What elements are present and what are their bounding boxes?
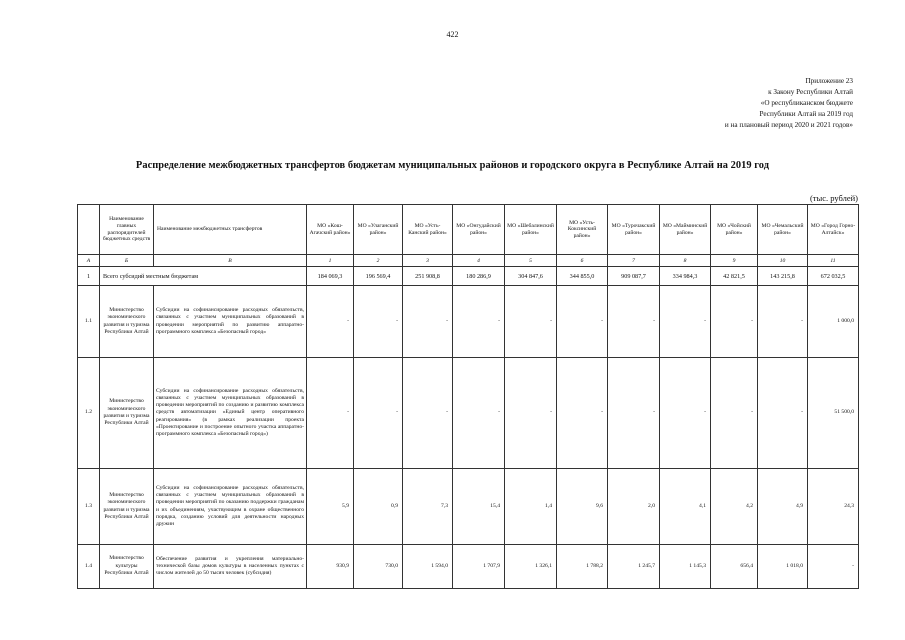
transfer-description: Обеспечение развития и укрепления материально-технической базы домов культуры в населенных пунктах с числом жителей до 50 тысяч человек (субсидия) <box>154 545 307 589</box>
total-value: 143 215,8 <box>758 267 808 286</box>
total-value: 304 847,6 <box>505 267 557 286</box>
total-value: 42 821,5 <box>711 267 758 286</box>
value-cell: 1 018,0 <box>758 545 808 589</box>
header-cell-municipality: МО «Улаганский район» <box>354 205 403 255</box>
units-label: (тыс. рублей) <box>809 193 858 203</box>
column-index: 11 <box>808 255 859 267</box>
row-number: 1.1 <box>78 286 100 358</box>
column-index: В <box>154 255 307 267</box>
value-cell: 1 326,1 <box>505 545 557 589</box>
value-cell: 0,9 <box>354 469 403 545</box>
column-index: 3 <box>403 255 453 267</box>
value-cell: 1 788,2 <box>557 545 608 589</box>
column-index: 6 <box>557 255 608 267</box>
value-cell: 4,1 <box>660 469 711 545</box>
appendix-line: и на плановый период 2020 и 2021 годов» <box>724 121 853 129</box>
value-cell: - <box>660 358 711 469</box>
ministry-cell: Министерство экономического развития и туризма Республики Алтай <box>100 469 154 545</box>
value-cell: - <box>608 358 660 469</box>
value-cell: - <box>711 286 758 358</box>
total-label: Всего субсидий местным бюджетам <box>100 267 307 286</box>
header-cell-admin: Наименование главных распорядителей бюджетных средств <box>100 205 154 255</box>
value-cell: - <box>505 358 557 469</box>
header-cell-municipality: МО «Город Горно-Алтайск» <box>808 205 859 255</box>
ministry-cell: Министерство экономического развития и туризма Республики Алтай <box>100 358 154 469</box>
appendix-line: к Закону Республики Алтай <box>768 88 853 96</box>
total-value: 334 984,3 <box>660 267 711 286</box>
value-cell: - <box>557 286 608 358</box>
appendix-line: Республики Алтай на 2019 год <box>759 110 853 118</box>
value-cell: - <box>307 358 354 469</box>
value-cell: 656,4 <box>711 545 758 589</box>
transfer-description: Субсидии на софинансирование расходных обязательств, связанных с участием муниципальных образований в проведении мероприятий по созданию и развитию комплекса средств автоматизации «Единый центр оперативного реагирования» (в рамках реализации проекта «Проектирование и построение опытного участка аппаратно-программного комплекса «Безопасный город») <box>154 358 307 469</box>
total-value: 180 286,9 <box>453 267 505 286</box>
column-index-row <box>78 255 859 267</box>
value-cell: 1 145,3 <box>660 545 711 589</box>
value-cell: 1 707,9 <box>453 545 505 589</box>
row-number: 1.4 <box>78 545 100 589</box>
ministry-cell: Министерство культуры Республики Алтай <box>100 545 154 589</box>
ministry-cell: Министерство экономического развития и туризма Республики Алтай <box>100 286 154 358</box>
value-cell: - <box>608 286 660 358</box>
value-cell: 1 000,0 <box>808 286 859 358</box>
column-index: А <box>78 255 100 267</box>
column-index: 10 <box>758 255 808 267</box>
table-row <box>78 358 859 469</box>
value-cell: 930,9 <box>307 545 354 589</box>
value-cell: - <box>557 358 608 469</box>
value-cell: - <box>453 358 505 469</box>
header-cell-municipality: МО «Усть-Коксинский район» <box>557 205 608 255</box>
header-cell-transfer-name: Наименование межбюджетных трансфертов <box>154 205 307 255</box>
column-index: 4 <box>453 255 505 267</box>
value-cell: - <box>403 358 453 469</box>
column-index: 9 <box>711 255 758 267</box>
table-header-row <box>78 205 859 255</box>
column-index: 2 <box>354 255 403 267</box>
row-number: 1 <box>78 267 100 286</box>
total-value: 196 569,4 <box>354 267 403 286</box>
total-value: 344 855,0 <box>557 267 608 286</box>
header-cell-municipality: МО «Кош-Агачский район» <box>307 205 354 255</box>
total-value: 909 087,7 <box>608 267 660 286</box>
value-cell: - <box>711 358 758 469</box>
header-cell-municipality: МО «Шебалинский район» <box>505 205 557 255</box>
document-title: Распределение межбюджетных трансфертов бюджетам муниципальных районов и городского округа в Республике Алтай на 2019 год <box>135 160 770 171</box>
table-row <box>78 286 859 358</box>
table-row <box>78 469 859 545</box>
transfer-description: Субсидии на софинансирование расходных обязательств, связанных с участием муниципальных образований в проведении мероприятий по развитию аппаратно-программного комплекса «Безопасный город» <box>154 286 307 358</box>
total-row <box>78 267 859 286</box>
column-index: 1 <box>307 255 354 267</box>
total-value: 672 032,5 <box>808 267 859 286</box>
value-cell: - <box>354 358 403 469</box>
value-cell: 4,9 <box>758 469 808 545</box>
value-cell: 1 594,0 <box>403 545 453 589</box>
value-cell: 730,0 <box>354 545 403 589</box>
value-cell: 9,6 <box>557 469 608 545</box>
value-cell: 5,9 <box>307 469 354 545</box>
value-cell: - <box>307 286 354 358</box>
value-cell: - <box>758 358 808 469</box>
header-cell-municipality: МО «Майминский район» <box>660 205 711 255</box>
transfer-description: Субсидии на софинансирование расходных обязательств, связанных с участием муниципальных образований в проведении мероприятий по оказанию поддержки гражданам и их объединениям, участвующим в охране общественного порядка, созданию условий для деятельности народных дружин <box>154 469 307 545</box>
value-cell: 1,4 <box>505 469 557 545</box>
total-value: 251 908,8 <box>403 267 453 286</box>
value-cell: 7,3 <box>403 469 453 545</box>
appendix-note <box>725 76 853 131</box>
value-cell: 15,4 <box>453 469 505 545</box>
table-row <box>78 545 859 589</box>
header-cell-municipality: МО «Турочакский район» <box>608 205 660 255</box>
value-cell: 2,0 <box>608 469 660 545</box>
appendix-line: «О республиканском бюджете <box>760 99 853 107</box>
row-number: 1.2 <box>78 358 100 469</box>
value-cell: - <box>660 286 711 358</box>
total-value: 184 069,3 <box>307 267 354 286</box>
value-cell: 1 245,7 <box>608 545 660 589</box>
column-index: Б <box>100 255 154 267</box>
header-cell-municipality: МО «Усть-Канский район» <box>403 205 453 255</box>
value-cell: - <box>403 286 453 358</box>
column-index: 8 <box>660 255 711 267</box>
header-cell-municipality: МО «Чемальский район» <box>758 205 808 255</box>
value-cell: 24,3 <box>808 469 859 545</box>
column-index: 5 <box>505 255 557 267</box>
value-cell: - <box>354 286 403 358</box>
row-number: 1.3 <box>78 469 100 545</box>
value-cell: 4,2 <box>711 469 758 545</box>
value-cell: 51 500,0 <box>808 358 859 469</box>
value-cell: - <box>505 286 557 358</box>
value-cell: - <box>453 286 505 358</box>
value-cell: - <box>808 545 859 589</box>
appendix-line: Приложение 23 <box>805 77 853 85</box>
value-cell: - <box>758 286 808 358</box>
transfers-table <box>77 204 859 589</box>
column-index: 7 <box>608 255 660 267</box>
header-cell-no <box>78 205 100 255</box>
page-number: 422 <box>446 30 459 39</box>
header-cell-municipality: МО «Чойский район» <box>711 205 758 255</box>
header-cell-municipality: МО «Онгудайский район» <box>453 205 505 255</box>
